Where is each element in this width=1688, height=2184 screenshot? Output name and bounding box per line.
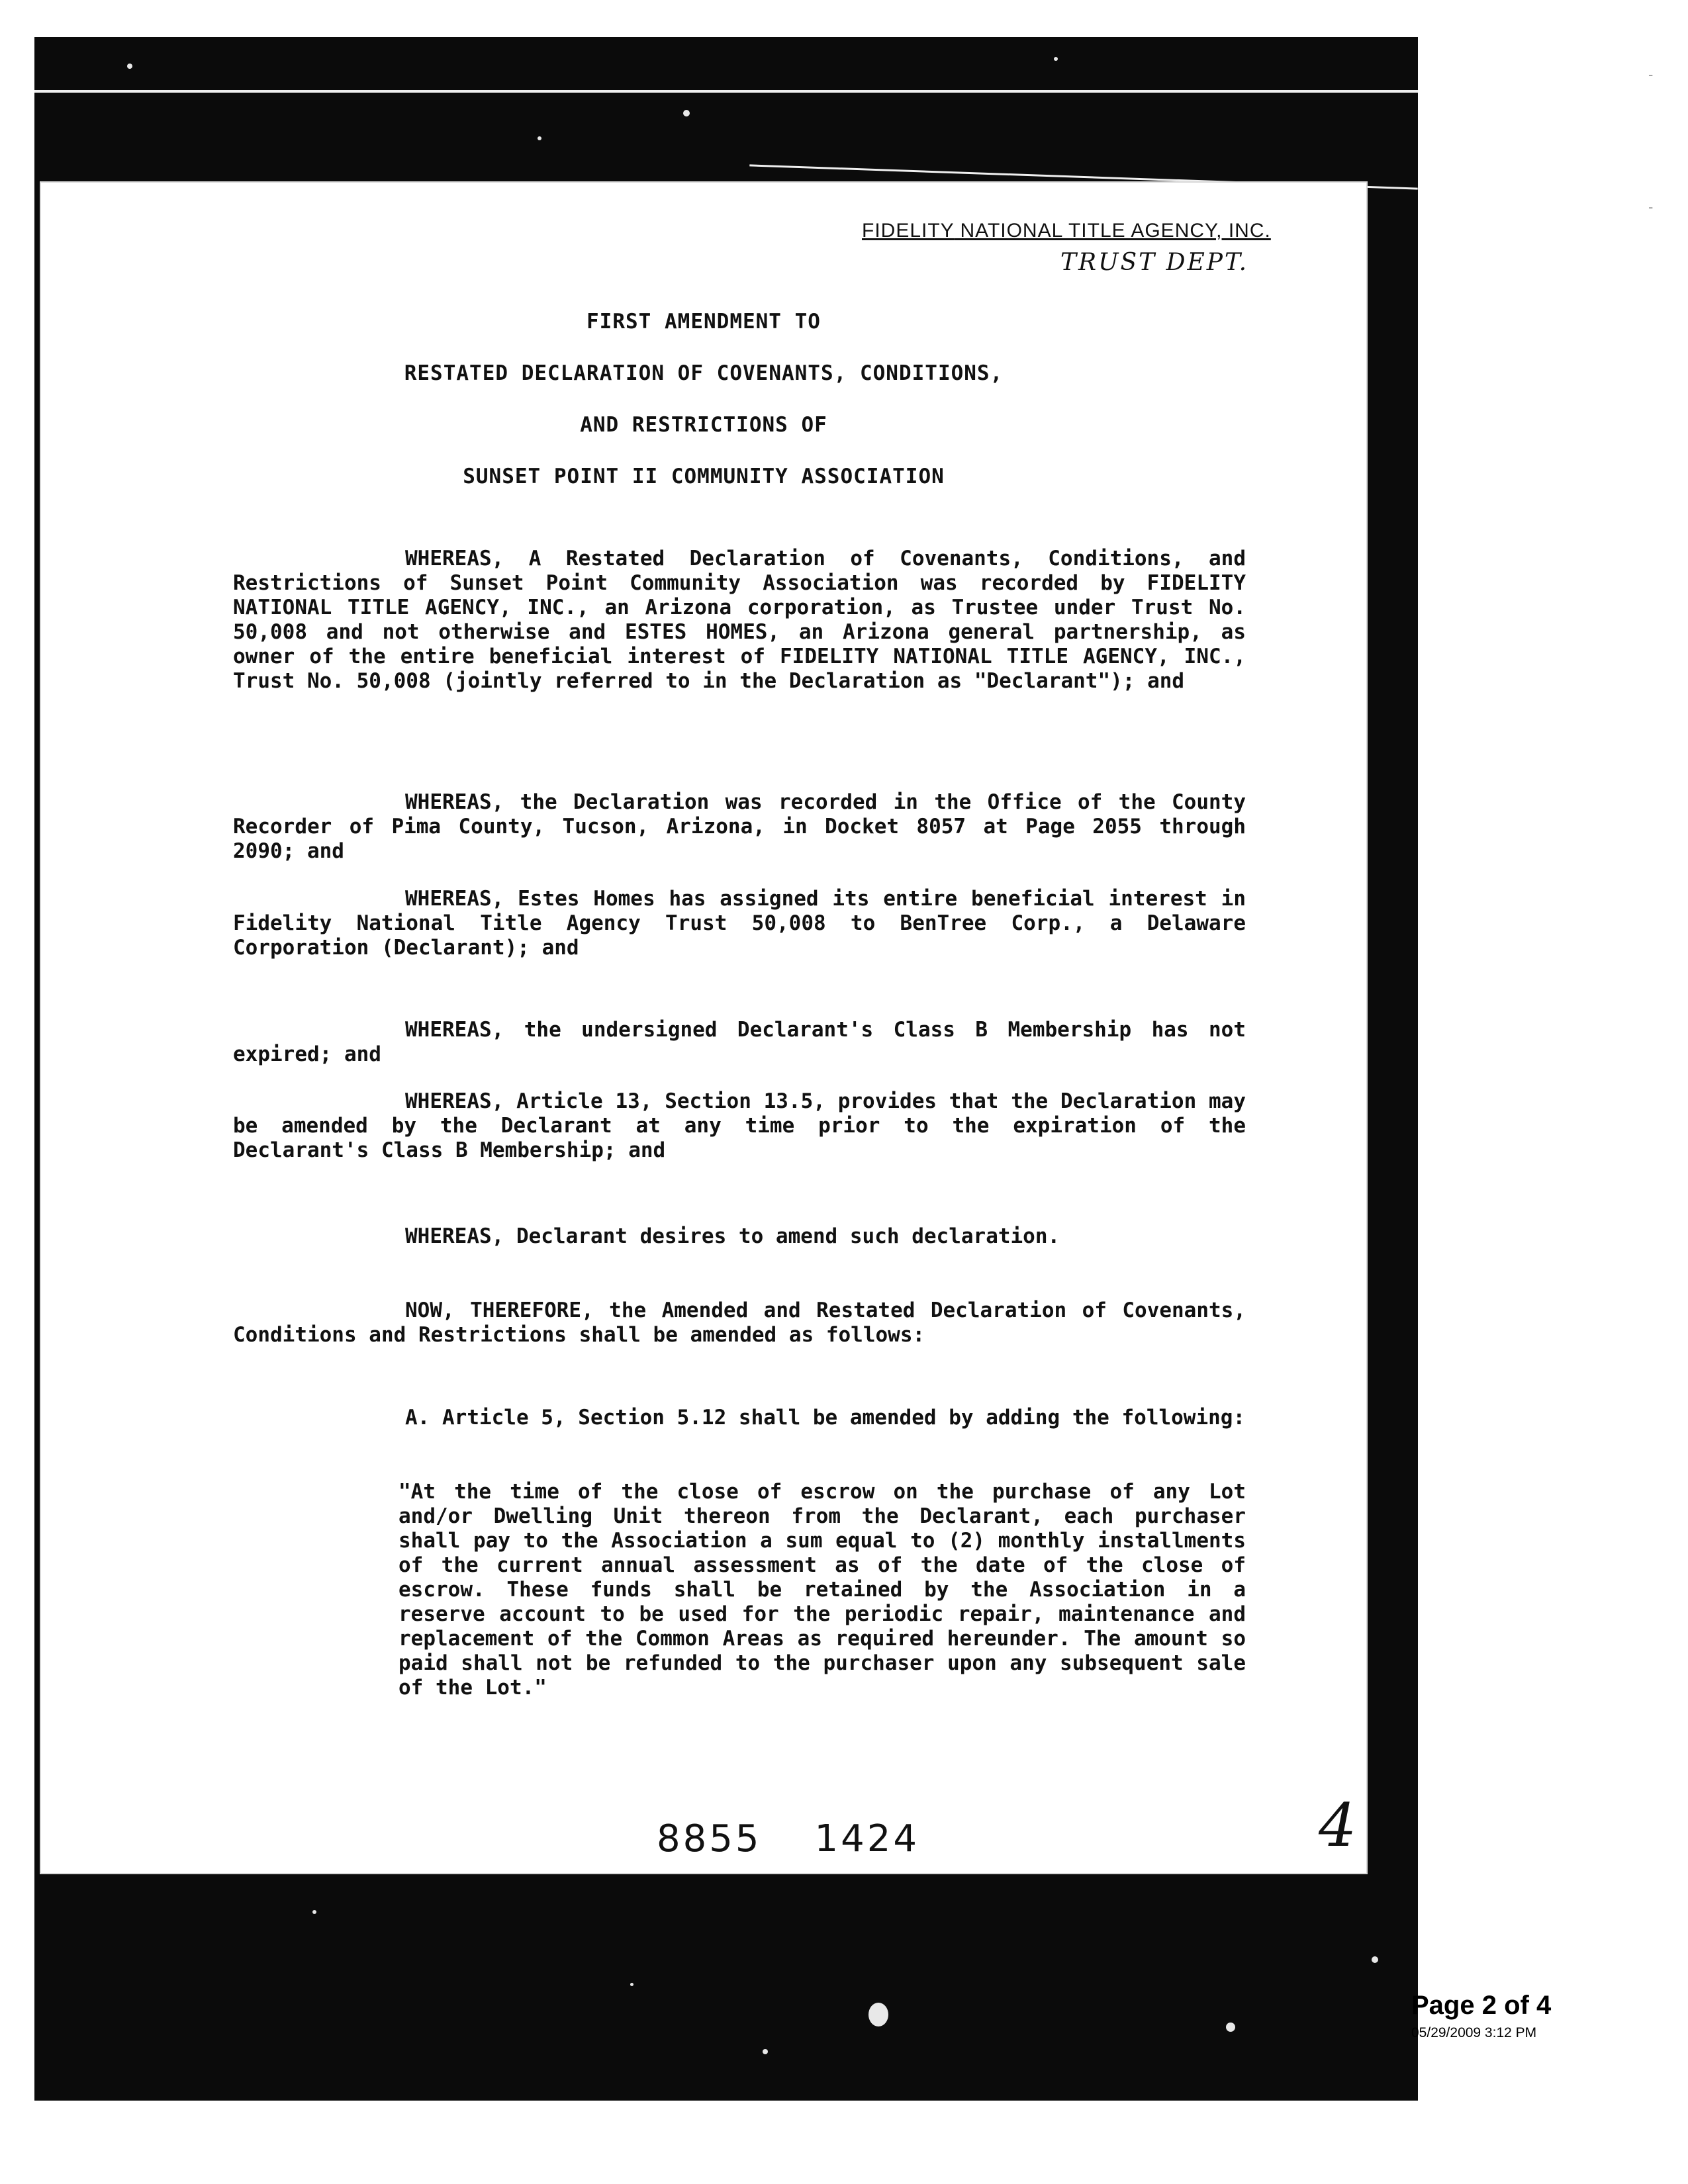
print-timestamp: 05/29/2009 3:12 PM	[1411, 2025, 1537, 2040]
agency-header	[862, 220, 1271, 242]
paragraph-whereas-3: WHEREAS, Estes Homes has assigned its entire beneficial interest in Fidelity National Title Agency Trust 50,008 to BenTree Corp., a Delaware Corporation (Declarant); and	[233, 887, 1246, 960]
docket-page-stamp	[657, 1817, 919, 1860]
paragraph-whereas-6: WHEREAS, Declarant desires to amend such declaration.	[405, 1224, 1060, 1248]
paragraph-whereas-2: WHEREAS, the Declaration was recorded in the Office of the County Recorder of Pima County, Tucson, Arizona, in Docket 8057 at Page 2055 through 2090; and	[233, 790, 1246, 863]
title-line-3: AND RESTRICTIONS OF	[580, 413, 827, 437]
margin-mark: -	[1648, 66, 1654, 83]
paragraph-whereas-4: WHEREAS, the undersigned Declarant's Class B Membership has not expired; and	[233, 1018, 1246, 1066]
docket-page: 1424	[814, 1817, 920, 1860]
page-indicator: Page 2 of 4	[1411, 1991, 1552, 2020]
paragraph-whereas-1: WHEREAS, A Restated Declaration of Covenants, Conditions, and Restrictions of Sunset Point Community Association was recorded by FIDELITY NATIONAL TITLE AGENCY, INC., an Arizona corporation, as Trustee under Trust No. 50,008 and not otherwise and ESTES HOMES, an Arizona general partnership, as owner of the entire beneficial interest of FIDELITY NATIONAL TITLE AGENCY, INC., Trust No. 50,008 (jointly referred to in the Declaration as "Declarant"); and	[233, 547, 1246, 693]
docket-number: 8855	[657, 1817, 762, 1860]
agency-name: NATIONAL TITLE AGENCY, INC.	[954, 220, 1271, 242]
paragraph-now-therefore: NOW, THEREFORE, the Amended and Restated Declaration of Covenants, Conditions and Restrictions shall be amended as follows:	[233, 1298, 1246, 1347]
paragraph-whereas-5: WHEREAS, Article 13, Section 13.5, provides that the Declaration may be amended by the Declarant at any time prior to the expiration of the Declarant's Class B Membership; and	[233, 1089, 1246, 1162]
title-line-1: FIRST AMENDMENT TO	[586, 310, 821, 334]
handwritten-page-number: 4	[1319, 1791, 1357, 1860]
title-line-2: RESTATED DECLARATION OF COVENANTS, CONDITIONS,	[404, 361, 1004, 385]
document-page	[41, 183, 1366, 1873]
agency-prefix: FIDELITY	[862, 220, 955, 242]
handwritten-note: TRUST DEPT.	[1060, 249, 1249, 276]
paragraph-amendment-a: A. Article 5, Section 5.12 shall be amended by adding the following:	[405, 1406, 1246, 1430]
title-line-4: SUNSET POINT II COMMUNITY ASSOCIATION	[463, 465, 945, 488]
scan-rule-line	[34, 90, 1418, 93]
amendment-quote: "At the time of the close of escrow on the purchase of any Lot and/or Dwelling Unit thereon from the Declarant, each purchaser shall pay to the Association a sum equal to (2) monthly installments of the current annual assessment as of the date of the close of escrow. These funds shall be retained by the Association in a reserve account to be used for the periodic repair, maintenance and replacement of the Common Areas as required hereunder. The amount so paid shall not be refunded to the purchaser upon any subsequent sale of the Lot."	[399, 1480, 1246, 1700]
margin-mark: -	[1648, 199, 1654, 215]
